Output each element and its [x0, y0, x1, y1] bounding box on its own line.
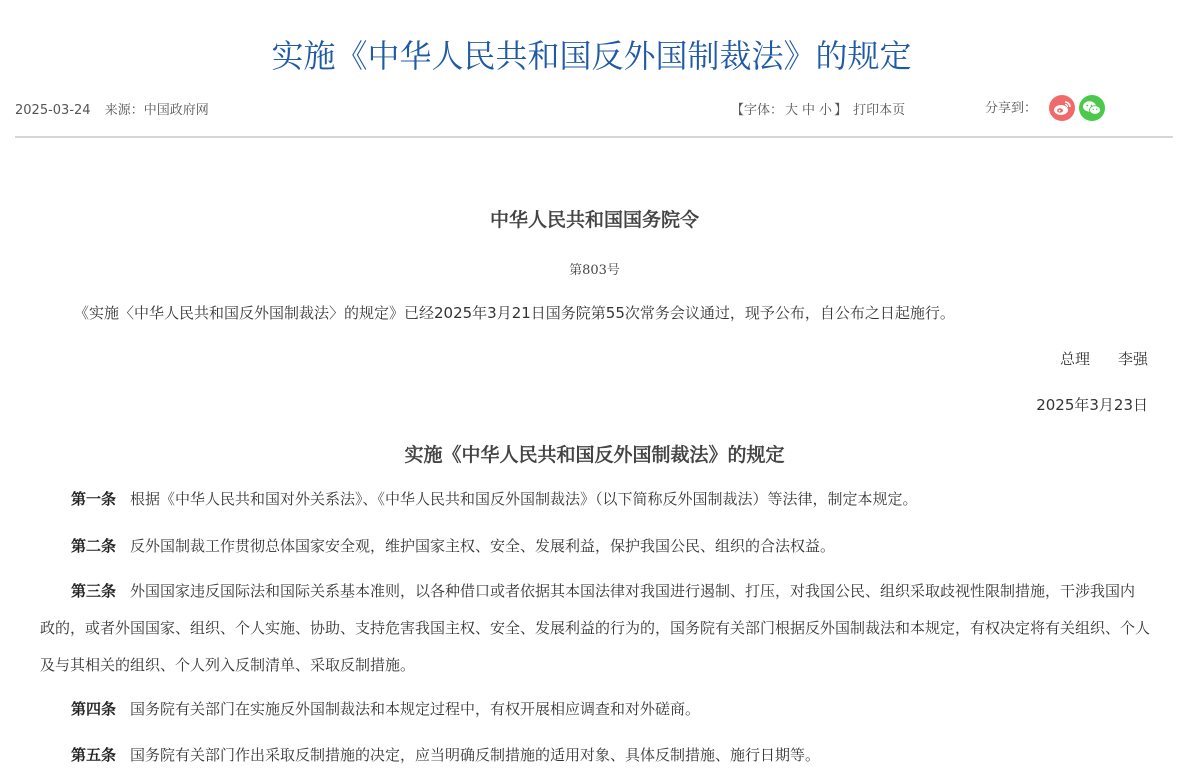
article-paragraph: [40, 691, 1150, 728]
order-number: 第803号: [569, 263, 620, 278]
font-size-toolbar: [731, 99, 905, 118]
font-label-close: 】: [834, 103, 848, 118]
article-text: 国务院有关部门在实施反外国制裁法和本规定过程中，有权开展相应调查和对外磋商。: [130, 700, 701, 718]
signer-title: 总理: [1059, 350, 1090, 368]
order-title: 中华人民共和国国务院令: [489, 209, 699, 231]
article-paragraph: [40, 528, 1150, 565]
font-small-button[interactable]: 小: [819, 103, 833, 118]
article-number: 第四条: [71, 700, 117, 718]
font-label-open: 【字体：: [731, 103, 784, 118]
wechat-icon[interactable]: [1079, 95, 1105, 121]
article-paragraph: [40, 573, 1150, 684]
page-title: 实施《中华人民共和国反外国制裁法》的规定: [271, 37, 912, 75]
article-paragraph: [40, 737, 1150, 774]
signer: [1060, 348, 1148, 369]
sign-date: 2025年3月23日: [1036, 396, 1148, 414]
share-bar: [985, 95, 1109, 121]
rules-title: 实施《中华人民共和国反外国制裁法》的规定: [404, 444, 785, 466]
font-medium-button[interactable]: 中: [802, 103, 816, 118]
share-label: 分享到：: [985, 100, 1038, 116]
article-meta: [15, 99, 219, 118]
article-text: 外国国家违反国际法和国际关系基本准则，以各种借口或者依据其本国法律对我国进行遏制、打压，对我国公民、组织采取歧视性限制措施，干涉我国内政的，或者外国国家、组织、个人实施、协助、支持危害我国主权、安全、发展利益的行为的，国务院有关部门根据反外国制裁法和本规定，有权决定将有关组织、个人及与其相关的组织、个人列入反制清单、采取反制措施。: [40, 582, 1151, 674]
article-number: 第二条: [71, 537, 117, 555]
source-label: 来源：中国政府网: [104, 103, 209, 118]
article-number: 第三条: [71, 582, 117, 600]
article-paragraph: [40, 481, 1150, 518]
decree-text: 《实施〈中华人民共和国反外国制裁法〉的规定》已经2025年3月21日国务院第55次常务会议通过，现予公布，自公布之日起施行。: [74, 304, 955, 322]
weibo-icon[interactable]: [1049, 95, 1075, 121]
signer-name: 李强: [1117, 350, 1148, 368]
header-divider: [15, 136, 1173, 138]
font-large-button[interactable]: 大: [785, 103, 799, 118]
article-text: 反外国制裁工作贯彻总体国家安全观，维护国家主权、安全、发展利益，保护我国公民、组织的合法权益。: [130, 537, 836, 555]
article-number: 第一条: [71, 490, 117, 508]
article-text: 根据《中华人民共和国对外关系法》、《中华人民共和国反外国制裁法》（以下简称反外国制裁法）等法律，制定本规定。: [130, 490, 918, 508]
article-text: 国务院有关部门作出采取反制措施的决定，应当明确反制措施的适用对象、具体反制措施、施行日期等。: [130, 746, 821, 764]
publish-date: 2025-03-24: [15, 103, 91, 118]
article-number: 第五条: [71, 746, 117, 764]
print-button[interactable]: 打印本页: [853, 103, 906, 118]
